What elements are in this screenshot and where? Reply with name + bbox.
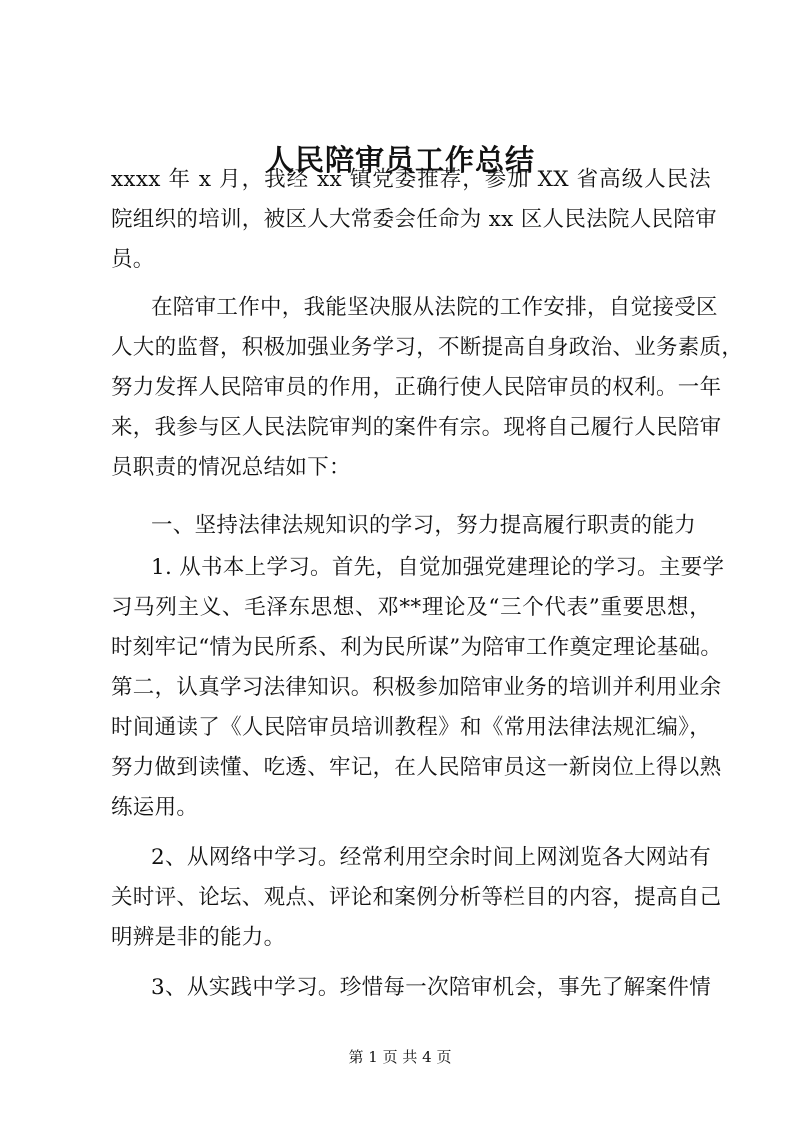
paragraph-line: 时刻牢记“情为民所系、利为民所谋”为陪审工作奠定理论基础。 <box>111 635 723 660</box>
paragraph-line: 第二，认真学习法律知识。积极参加陪审业务的培训并利用业余 <box>111 675 722 700</box>
paragraph-line: 努力发挥人民陪审员的作用，正确行使人民陪审员的权利。一年 <box>111 375 722 400</box>
paragraph-line: 院组织的培训，被区人大常委会任命为 xx 区人民法院人民陪审 <box>111 207 717 232</box>
paragraph-line: 员。 <box>111 247 155 272</box>
paragraph-line: xxxx 年 x 月，我经 xx 镇党委推荐，参加 XX 省高级人民法 <box>111 167 711 192</box>
paragraph-line: 关时评、论坛、观点、评论和案例分析等栏目的内容，提高自己 <box>111 885 722 910</box>
paragraph-line: 员职责的情况总结如下： <box>111 455 351 480</box>
paragraph-line: 在陪审工作中，我能坚决服从法院的工作安排，自觉接受区 <box>151 295 718 320</box>
paragraph-line: 时间通读了《人民陪审员培训教程》和《常用法律法规汇编》， <box>111 715 711 740</box>
section-heading: 一、坚持法律法规知识的学习，努力提高履行职责的能力 <box>151 513 697 538</box>
document-title: 人民陪审员工作总结 <box>264 143 535 177</box>
paragraph-line: 人大的监督，积极加强业务学习，不断提高自身政治、业务素质， <box>111 335 744 360</box>
paragraph-line: 来，我参与区人民法院审判的案件有宗。现将自己履行人民陪审 <box>111 415 722 440</box>
paragraph-line: 练运用。 <box>111 795 199 820</box>
paragraph-line: 努力做到读懂、吃透、牢记，在人民陪审员这一新岗位上得以熟 <box>111 755 722 780</box>
paragraph-line: 习马列主义、毛泽东思想、邓**理论及“三个代表”重要思想， <box>111 595 711 620</box>
paragraph-line: 3、从实践中学习。珍惜每一次陪审机会，事先了解案件情 <box>151 975 711 1000</box>
paragraph-line: 明辨是非的能力。 <box>111 925 286 950</box>
paragraph-line: 1. 从书本上学习。首先，自觉加强党建理论的学习。主要学 <box>151 555 725 580</box>
page-number-footer: 第 1 页 共 4 页 <box>348 1048 452 1066</box>
paragraph-line: 2、从网络中学习。经常利用空余时间上网浏览各大网站有 <box>151 845 711 870</box>
